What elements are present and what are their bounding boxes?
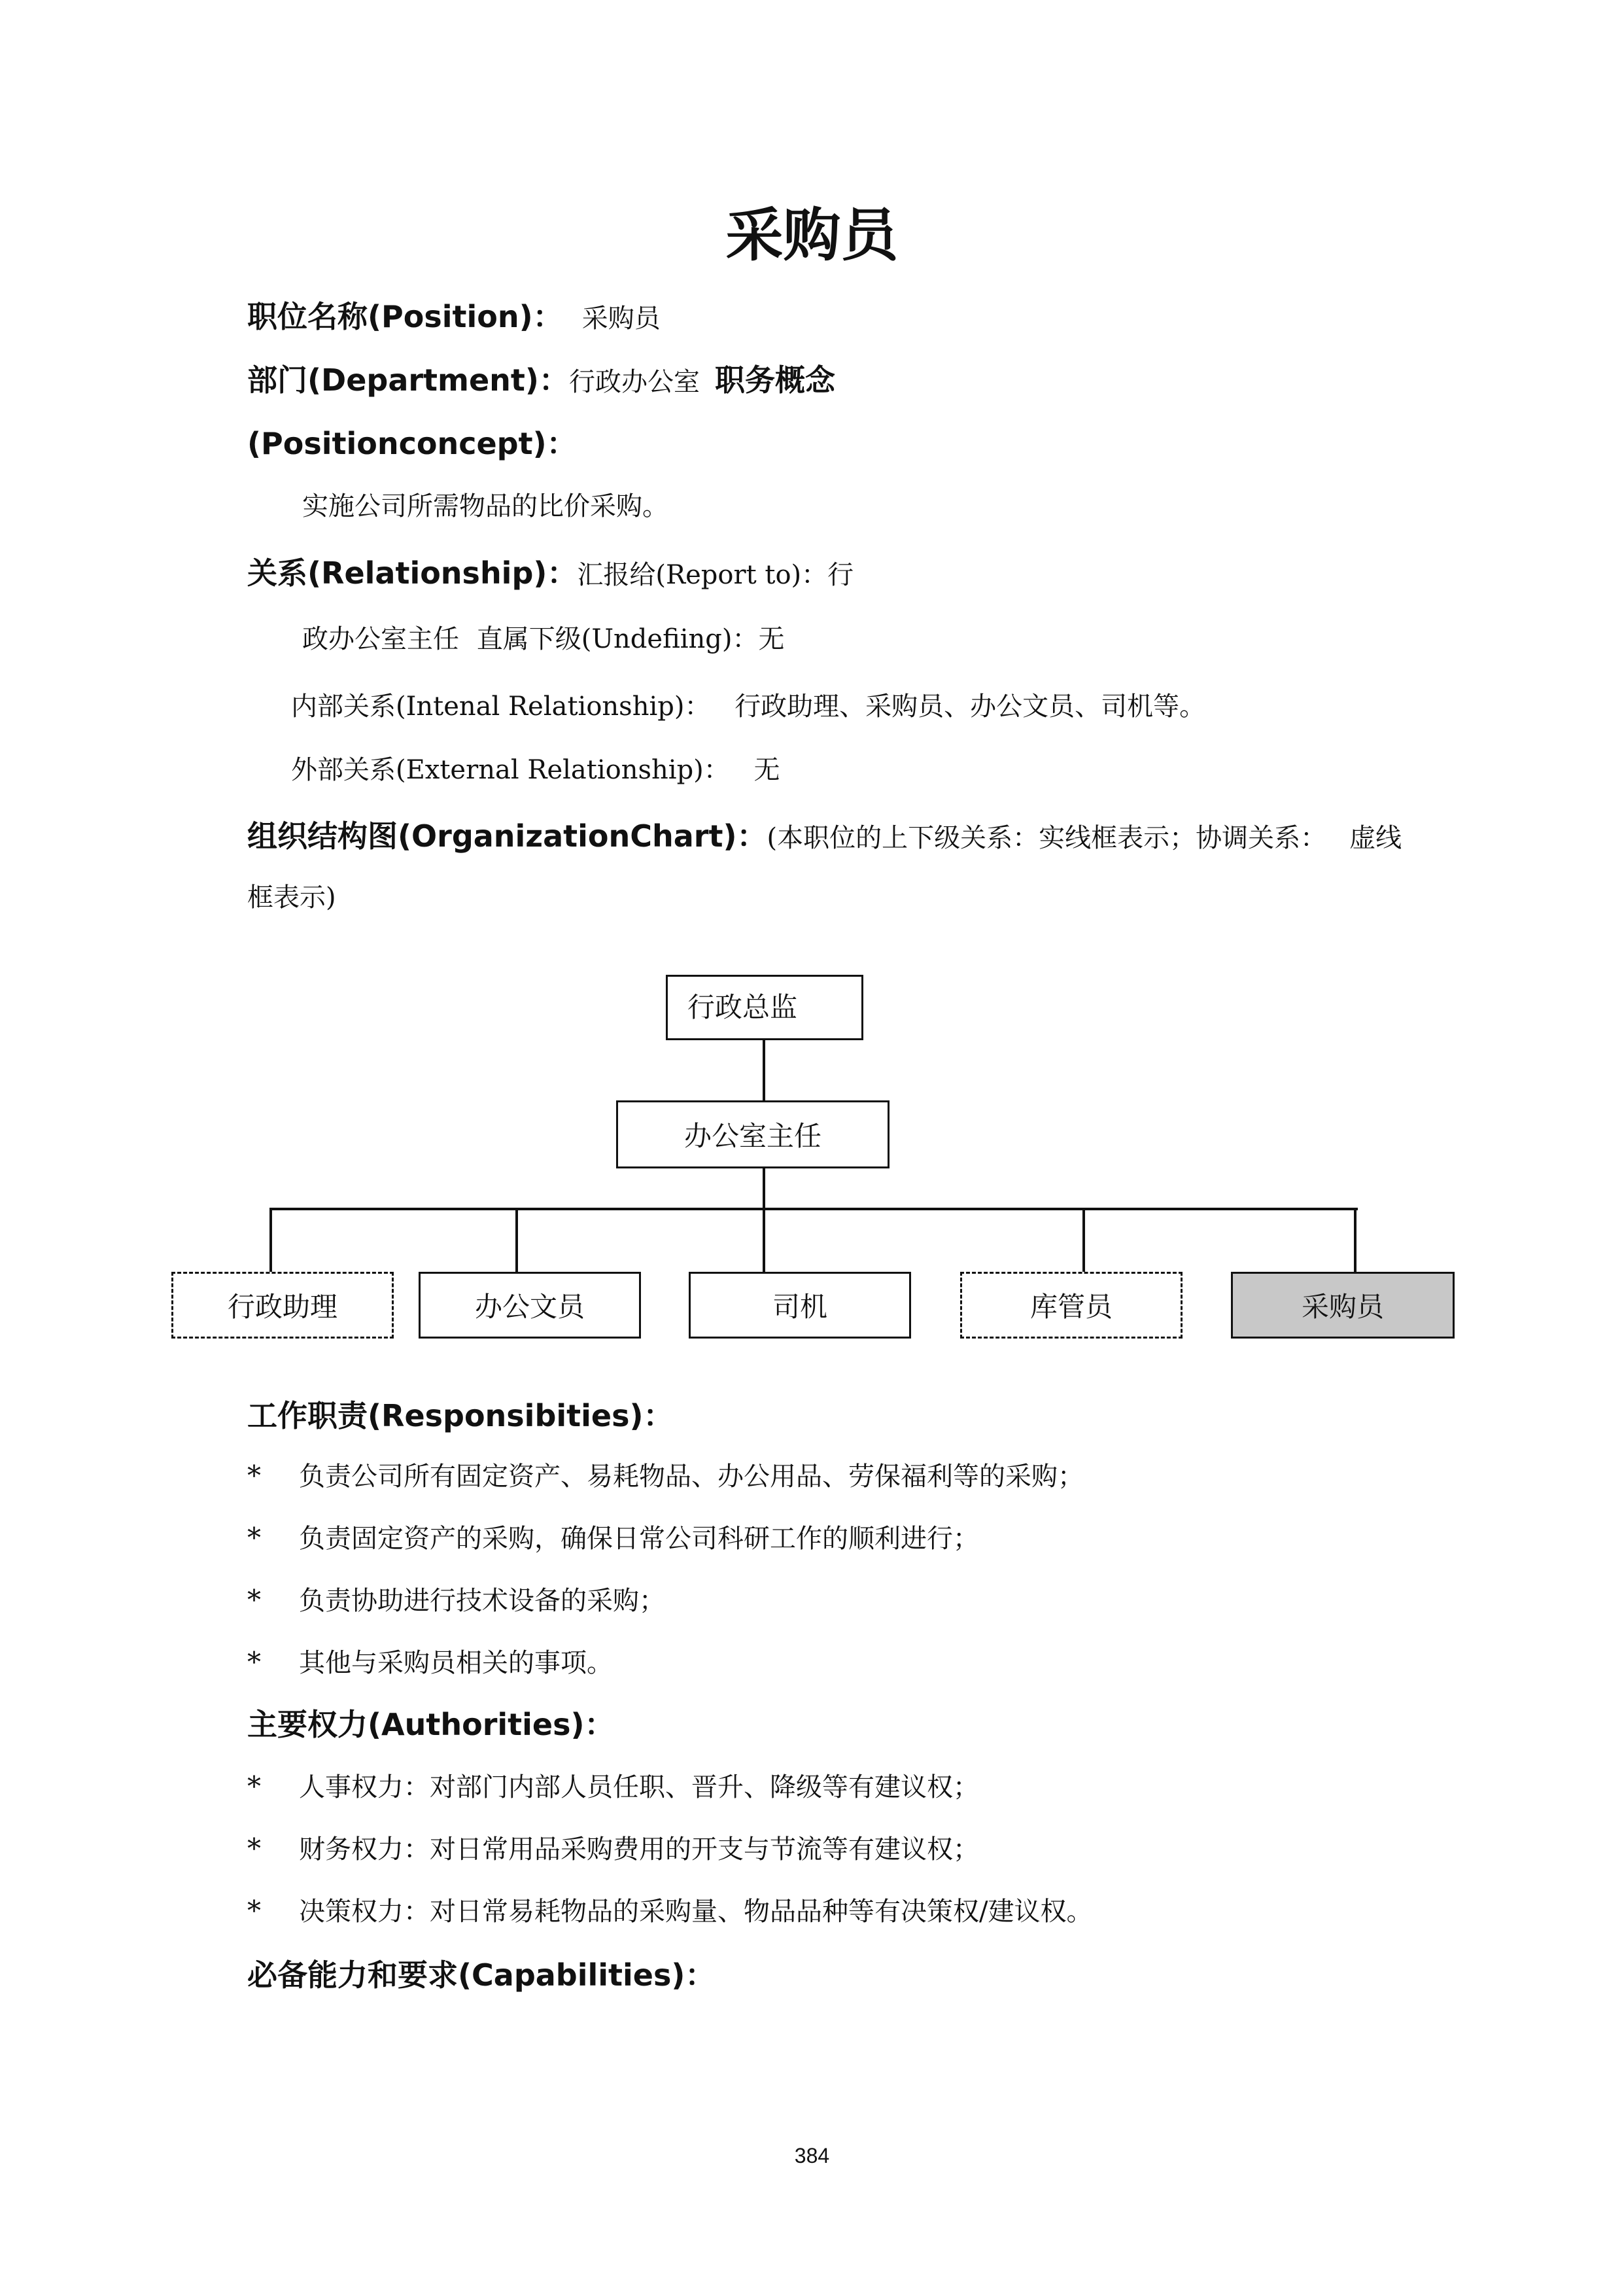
org-connector	[763, 1168, 765, 1209]
department-value: 行政办公室	[568, 367, 700, 397]
capabilities-label: 必备能力和要求(Capabilities)：	[247, 1957, 716, 1993]
bullet-mark: *	[247, 1460, 261, 1492]
org-node-driver: 司机	[689, 1272, 911, 1339]
concept-text: 实施公司所需物品的比价采购。	[302, 491, 668, 521]
position-row	[247, 293, 661, 336]
bullet-mark: *	[247, 1895, 261, 1927]
relationship-label: 关系(Relationship)：	[247, 555, 578, 591]
external-label: 外部关系(External Relationship)：	[291, 755, 730, 785]
report-to-b: 政办公室主任	[302, 624, 459, 654]
report-to-row	[302, 618, 785, 656]
external-value: 无	[753, 755, 780, 785]
report-to-a: 汇报给(Report to)：行	[577, 560, 854, 590]
page-title: 采购员	[725, 201, 899, 269]
list-item: * 人事权力：对部门内部人员任职、晋升、降级等有建议权；	[247, 1770, 979, 1802]
internal-value: 行政助理、采购员、办公文员、司机等。	[734, 692, 1206, 722]
org-connector	[763, 1040, 765, 1100]
concept-label-a: 职务概念	[715, 362, 836, 398]
list-item: * 其他与采购员相关的事项。	[247, 1646, 613, 1678]
list-item: * 负责固定资产的采购，确保日常公司科研工作的顺利进行；	[247, 1522, 979, 1554]
bullet-mark: *	[247, 1770, 261, 1802]
relationship-row	[247, 550, 854, 593]
org-connector	[1082, 1208, 1085, 1274]
org-connector	[1354, 1208, 1356, 1274]
list-item: * 财务权力：对日常用品采购费用的开支与节流等有建议权；	[247, 1832, 979, 1865]
bullet-mark: *	[247, 1522, 261, 1554]
org-node-admin-assistant: 行政助理	[171, 1272, 394, 1339]
org-connector	[515, 1208, 518, 1274]
bullet-mark: *	[247, 1832, 261, 1865]
org-node-warehouse-keeper: 库管员	[960, 1272, 1183, 1339]
authorities-label: 主要权力(Authorities)：	[247, 1707, 615, 1742]
external-relationship	[291, 749, 780, 786]
org-note-a: (本职位的上下级关系：实线框表示；协调关系：	[767, 823, 1327, 853]
page-number: 384	[794, 2144, 830, 2167]
concept-label-b: (Positionconcept)：	[247, 426, 577, 461]
bullet-mark: *	[247, 1584, 261, 1616]
undefiing-text: 直属下级(Undefiing)：无	[476, 624, 785, 654]
org-row	[247, 813, 1402, 856]
list-item: * 负责协助进行技术设备的采购；	[247, 1584, 665, 1616]
org-note-c: 框表示)	[247, 883, 336, 913]
org-node-top: 行政总监	[666, 975, 863, 1040]
internal-label: 内部关系(Intenal Relationship)：	[291, 692, 711, 722]
org-node-purchaser: 采购员	[1231, 1272, 1455, 1339]
org-node-mid: 办公室主任	[616, 1100, 890, 1168]
position-label: 职位名称(Position)：	[247, 299, 563, 334]
org-connector	[763, 1208, 765, 1274]
department-row	[247, 357, 835, 400]
org-node-office-clerk: 办公文员	[419, 1272, 641, 1339]
list-item: * 负责公司所有固定资产、易耗物品、办公用品、劳保福利等的采购；	[247, 1460, 1084, 1492]
internal-relationship	[291, 686, 1205, 723]
list-item: * 决策权力：对日常易耗物品的采购量、物品品种等有决策权/建议权。	[247, 1895, 1093, 1927]
position-value: 采购员	[581, 304, 661, 334]
org-connector	[269, 1208, 1358, 1210]
org-label: 组织结构图(OrganizationChart)：	[247, 818, 767, 854]
department-label: 部门(Department)：	[247, 362, 569, 398]
responsibilities-label: 工作职责(Responsibities)：	[247, 1398, 674, 1433]
org-note-b: 虚线	[1349, 823, 1402, 853]
org-connector	[269, 1208, 272, 1274]
bullet-mark: *	[247, 1646, 261, 1678]
